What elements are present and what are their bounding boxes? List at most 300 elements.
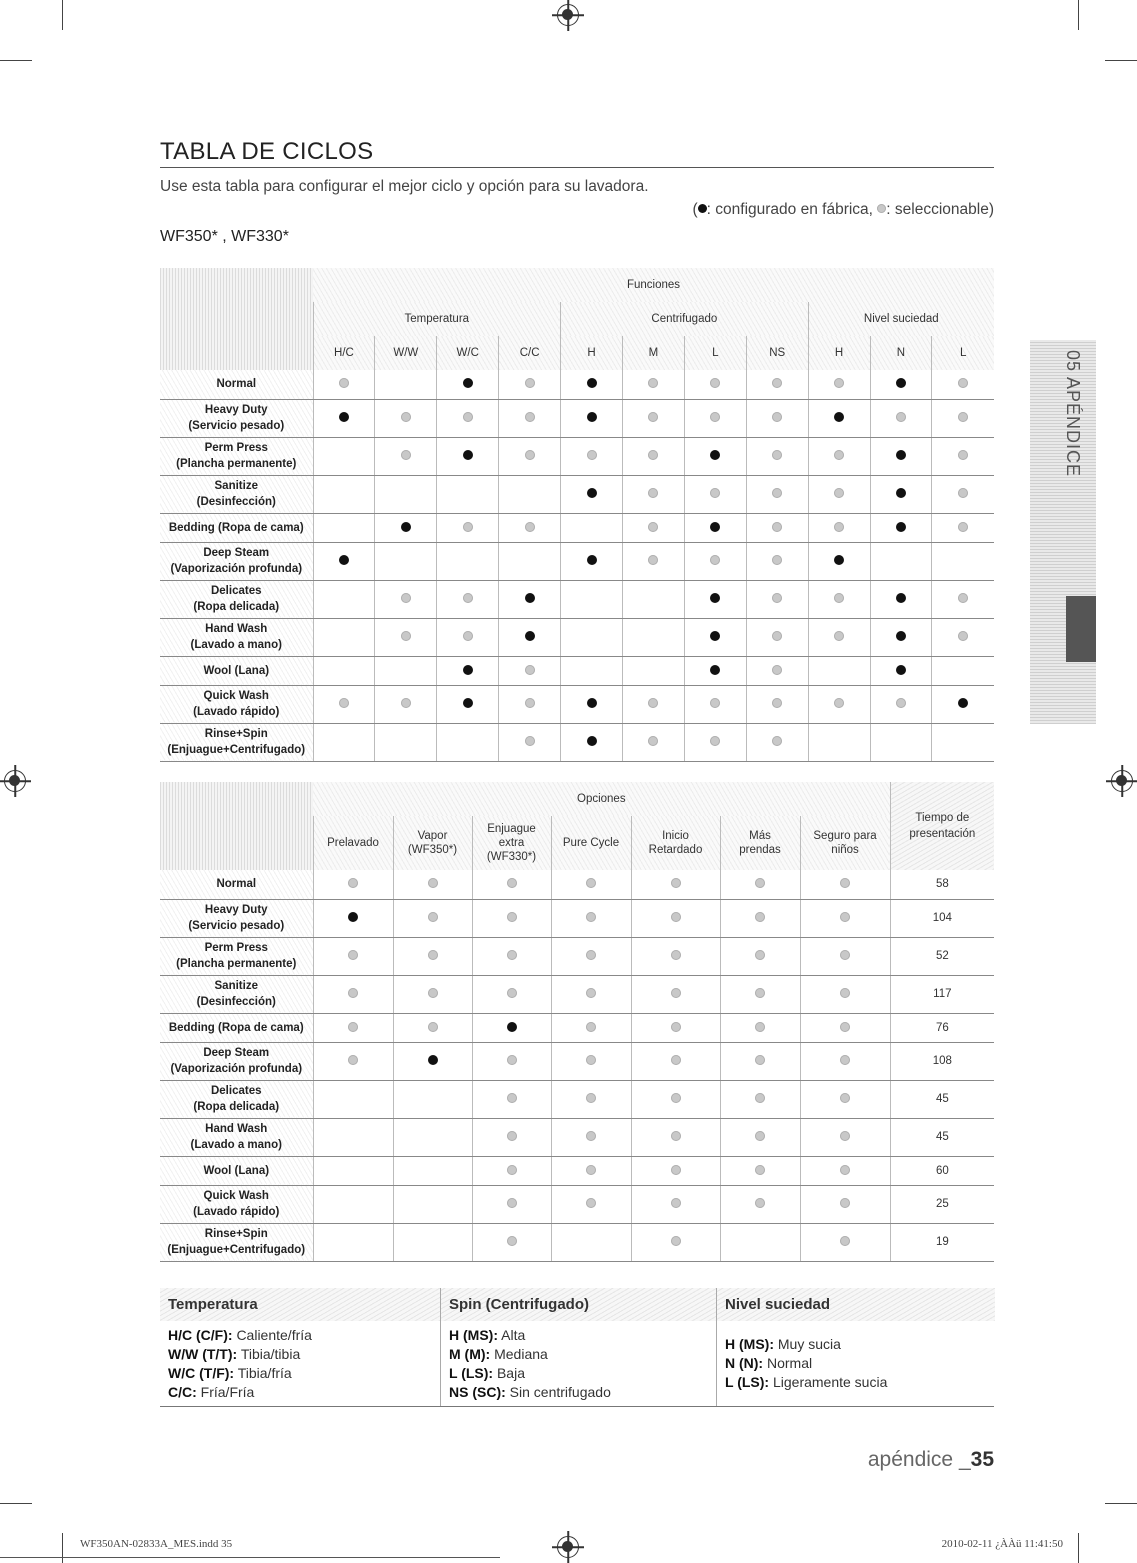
selectable-dot-icon xyxy=(648,698,658,708)
setting-cell xyxy=(720,1156,800,1185)
functions-group-header: Funciones xyxy=(313,268,994,302)
setting-cell xyxy=(720,899,800,937)
cycle-label-line: (Desinfección) xyxy=(196,496,276,508)
setting-cell xyxy=(561,370,623,399)
setting-cell xyxy=(499,513,561,542)
setting-cell xyxy=(746,618,808,656)
table-row xyxy=(160,1118,994,1156)
setting-cell xyxy=(800,899,890,937)
selectable-dot-icon xyxy=(710,736,720,746)
table-row xyxy=(160,656,994,685)
cycle-label-line: Normal xyxy=(216,878,257,891)
selectable-dot-icon xyxy=(958,488,968,498)
selectable-dot-icon xyxy=(586,878,596,888)
key-code: L (LS): xyxy=(449,1365,494,1381)
crop-mark xyxy=(1105,1503,1137,1504)
setting-cell xyxy=(622,437,684,475)
table-row xyxy=(160,580,994,618)
factory-dot-icon xyxy=(339,412,349,422)
selectable-dot-icon xyxy=(586,1165,596,1175)
selectable-dot-icon xyxy=(834,488,844,498)
setting-cell xyxy=(561,513,623,542)
selectable-dot-icon xyxy=(463,593,473,603)
table-row xyxy=(160,1156,994,1185)
cycle-label xyxy=(160,937,313,975)
options-column-header-line: Enjuague xyxy=(487,823,536,835)
factory-dot-icon xyxy=(896,522,906,532)
options-column-header xyxy=(800,816,890,870)
key-code: C/C: xyxy=(168,1384,197,1400)
setting-cell xyxy=(499,656,561,685)
setting-cell xyxy=(393,1080,472,1118)
setting-cell xyxy=(800,870,890,899)
key-code: M (M): xyxy=(449,1346,491,1362)
chapter-label: 05 APÉNDICE xyxy=(1063,350,1083,478)
setting-cell xyxy=(720,870,800,899)
setting-cell xyxy=(561,542,623,580)
selectable-dot-icon xyxy=(671,1131,681,1141)
factory-dot-icon xyxy=(463,378,473,388)
setting-cell xyxy=(313,1013,393,1042)
setting-cell xyxy=(437,370,499,399)
key-meaning: Tibia/tibia xyxy=(240,1346,301,1362)
setting-cell xyxy=(720,1185,800,1223)
setting-cell xyxy=(746,513,808,542)
options-column-header-line: Pure Cycle xyxy=(562,837,620,849)
imprint-right: 2010-02-11 ¿ÀÀü 11:41:50 xyxy=(941,1538,1063,1550)
cycle-label-line: Rinse+Spin xyxy=(204,1228,268,1240)
cycle-label xyxy=(160,542,313,580)
setting-cell xyxy=(746,399,808,437)
selectable-dot-icon xyxy=(840,1198,850,1208)
setting-cell xyxy=(746,723,808,761)
selectable-dot-icon xyxy=(755,1198,765,1208)
setting-cell xyxy=(375,437,437,475)
crop-mark xyxy=(62,0,63,30)
setting-cell xyxy=(313,685,375,723)
key-code: W/C (T/F): xyxy=(168,1365,235,1381)
options-column-header xyxy=(551,816,631,870)
setting-cell xyxy=(808,399,870,437)
key-heading: Temperatura xyxy=(160,1288,440,1321)
selectable-dot-icon xyxy=(840,950,850,960)
cycle-label xyxy=(160,723,313,761)
selectable-dot-icon xyxy=(525,522,535,532)
table-row xyxy=(160,513,994,542)
setting-cell xyxy=(746,475,808,513)
key-code: H (MS): xyxy=(449,1327,498,1343)
factory-dot-icon xyxy=(710,665,720,675)
selectable-dot-icon xyxy=(772,665,782,675)
setting-cell xyxy=(870,513,932,542)
setting-cell xyxy=(684,399,746,437)
setting-cell xyxy=(499,370,561,399)
cycle-label-line: Delicates xyxy=(210,585,262,597)
selectable-dot-icon xyxy=(648,450,658,460)
selectable-dot-icon xyxy=(755,950,765,960)
selectable-dot-icon xyxy=(401,631,411,641)
selectable-dot-icon xyxy=(671,988,681,998)
key-column xyxy=(440,1288,717,1406)
setting-cell xyxy=(499,399,561,437)
options-column-header-line: Prelavado xyxy=(327,837,379,849)
setting-cell xyxy=(437,542,499,580)
setting-cell xyxy=(375,656,437,685)
factory-dot-icon xyxy=(896,631,906,641)
functions-column-header: H xyxy=(808,336,870,370)
crop-mark xyxy=(1078,1533,1079,1563)
title-rule xyxy=(160,167,994,168)
selectable-dot-icon xyxy=(710,412,720,422)
factory-dot-icon xyxy=(339,555,349,565)
setting-cell xyxy=(472,1013,551,1042)
setting-cell xyxy=(393,1042,472,1080)
key-meaning: Muy sucia xyxy=(777,1336,841,1352)
key-meaning: Fría/Fría xyxy=(200,1384,255,1400)
options-column-header-line: (WF330*) xyxy=(486,851,537,863)
factory-dot-icon xyxy=(587,412,597,422)
selectable-dot-icon xyxy=(840,1093,850,1103)
functions-column-header: H/C xyxy=(313,336,375,370)
key-meaning: Alta xyxy=(501,1327,526,1343)
setting-cell xyxy=(561,580,623,618)
selectable-dot-icon xyxy=(958,631,968,641)
setting-cell xyxy=(375,399,437,437)
setting-cell xyxy=(375,685,437,723)
setting-cell xyxy=(551,899,631,937)
selectable-dot-icon xyxy=(710,698,720,708)
selectable-dot-icon xyxy=(648,522,658,532)
setting-cell xyxy=(551,1042,631,1080)
selectable-dot-icon xyxy=(840,1165,850,1175)
key-meaning: Normal xyxy=(767,1355,813,1371)
cycle-label xyxy=(160,1118,313,1156)
table-row xyxy=(160,1080,994,1118)
cycle-label xyxy=(160,1156,313,1185)
cycle-label-line: (Servicio pesado) xyxy=(188,920,285,932)
setting-cell xyxy=(800,975,890,1013)
key-body xyxy=(160,1321,440,1402)
key-meaning: Tibia/fría xyxy=(237,1365,292,1381)
selectable-dot-icon xyxy=(772,412,782,422)
selectable-dot-icon xyxy=(834,593,844,603)
setting-cell xyxy=(551,1156,631,1185)
time-value: 76 xyxy=(890,1013,994,1042)
cycle-label xyxy=(160,975,313,1013)
key-code: W/W (T/T): xyxy=(168,1346,238,1362)
setting-cell xyxy=(870,370,932,399)
setting-cell xyxy=(631,870,720,899)
selectable-dot-icon xyxy=(586,912,596,922)
setting-cell xyxy=(808,685,870,723)
setting-cell xyxy=(393,899,472,937)
setting-cell xyxy=(746,542,808,580)
setting-cell xyxy=(499,542,561,580)
setting-cell xyxy=(551,1013,631,1042)
cycle-label-line: Normal xyxy=(216,378,257,391)
key-code: H (MS): xyxy=(725,1336,774,1352)
selectable-dot-icon xyxy=(772,555,782,565)
key-meaning: Baja xyxy=(496,1365,525,1381)
key-column xyxy=(160,1288,440,1406)
setting-cell xyxy=(800,937,890,975)
setting-cell xyxy=(932,399,994,437)
selectable-dot-icon xyxy=(671,912,681,922)
time-value: 108 xyxy=(890,1042,994,1080)
key-heading: Spin (Centrifugado) xyxy=(441,1288,717,1321)
setting-cell xyxy=(631,1223,720,1261)
cycle-label-line: Bedding (Ropa de cama) xyxy=(168,1021,304,1034)
chapter-side-tab xyxy=(1030,340,1096,724)
setting-cell xyxy=(393,1223,472,1261)
setting-cell xyxy=(932,723,994,761)
setting-cell xyxy=(932,475,994,513)
setting-cell xyxy=(808,723,870,761)
selectable-dot-icon xyxy=(840,912,850,922)
selectable-dot-icon xyxy=(772,488,782,498)
factory-dot-icon xyxy=(834,555,844,565)
key-code: L (LS): xyxy=(725,1374,770,1390)
setting-cell xyxy=(561,723,623,761)
setting-cell xyxy=(472,1156,551,1185)
setting-cell xyxy=(551,1118,631,1156)
cycle-label xyxy=(160,685,313,723)
selectable-dot-icon xyxy=(348,988,358,998)
selectable-dot-icon xyxy=(710,555,720,565)
time-value: 104 xyxy=(890,899,994,937)
selectable-dot-icon xyxy=(507,950,517,960)
setting-cell xyxy=(631,1156,720,1185)
setting-cell xyxy=(472,1118,551,1156)
selectable-dot-icon xyxy=(648,555,658,565)
selectable-dot-icon xyxy=(586,1131,596,1141)
setting-cell xyxy=(313,870,393,899)
selectable-dot-icon xyxy=(648,412,658,422)
selectable-dot-icon xyxy=(958,450,968,460)
setting-cell xyxy=(551,870,631,899)
cycle-label-line: Perm Press xyxy=(204,442,268,454)
cycle-label-line: Heavy Duty xyxy=(204,904,268,916)
setting-cell xyxy=(622,656,684,685)
selectable-dot-icon xyxy=(671,950,681,960)
time-value: 60 xyxy=(890,1156,994,1185)
selectable-dot-icon xyxy=(772,593,782,603)
selectable-dot-icon xyxy=(755,1131,765,1141)
factory-dot-icon xyxy=(710,450,720,460)
key-body xyxy=(441,1321,717,1402)
cycle-label-line: Quick Wash xyxy=(203,690,269,702)
setting-cell xyxy=(808,370,870,399)
cycle-label xyxy=(160,399,313,437)
cycle-label-line: Hand Wash xyxy=(205,623,268,635)
setting-cell xyxy=(313,1223,393,1261)
setting-cell xyxy=(393,937,472,975)
setting-cell xyxy=(631,899,720,937)
options-column-header xyxy=(393,816,472,870)
setting-cell xyxy=(720,937,800,975)
cycle-label-line: (Desinfección) xyxy=(196,996,276,1008)
setting-cell xyxy=(393,1156,472,1185)
setting-cell xyxy=(870,475,932,513)
key-meaning: Caliente/fría xyxy=(236,1327,312,1343)
selectable-dot-icon xyxy=(772,631,782,641)
selectable-dot-icon xyxy=(428,950,438,960)
functions-column-header: M xyxy=(622,336,684,370)
table-row xyxy=(160,618,994,656)
options-column-header xyxy=(313,816,393,870)
functions-column-header: H xyxy=(561,336,623,370)
setting-cell xyxy=(720,975,800,1013)
setting-cell xyxy=(551,1223,631,1261)
factory-dot-icon xyxy=(896,665,906,675)
setting-cell xyxy=(375,513,437,542)
selectable-dot-icon xyxy=(586,1022,596,1032)
selectable-dot-icon xyxy=(428,912,438,922)
setting-cell xyxy=(746,370,808,399)
setting-cell xyxy=(375,580,437,618)
selectable-dot-icon xyxy=(755,988,765,998)
selectable-dot-icon xyxy=(348,1022,358,1032)
setting-cell xyxy=(932,618,994,656)
setting-cell xyxy=(746,580,808,618)
cycle-label-line: (Servicio pesado) xyxy=(188,420,285,432)
setting-cell xyxy=(313,975,393,1013)
time-value: 58 xyxy=(890,870,994,899)
page-number: 35 xyxy=(970,1448,994,1471)
functions-column-header: W/W xyxy=(375,336,437,370)
imprint-rule xyxy=(0,1557,500,1558)
selectable-dot-icon xyxy=(586,1198,596,1208)
setting-cell xyxy=(472,1185,551,1223)
table-row xyxy=(160,1185,994,1223)
intro-text: Use esta tabla para configurar el mejor ciclo y opción para su lavadora. xyxy=(160,178,649,195)
factory-dot-icon xyxy=(587,698,597,708)
selectable-dot-icon xyxy=(671,1022,681,1032)
selectable-dot-icon xyxy=(586,1055,596,1065)
setting-cell xyxy=(437,399,499,437)
table-row xyxy=(160,937,994,975)
setting-cell xyxy=(313,399,375,437)
selectable-dot-icon xyxy=(401,698,411,708)
selectable-dot-icon xyxy=(834,522,844,532)
selectable-dot-icon xyxy=(525,665,535,675)
selectable-dot-icon xyxy=(958,378,968,388)
selectable-dot-icon xyxy=(507,1236,517,1246)
crop-mark xyxy=(0,1503,32,1504)
setting-cell xyxy=(870,723,932,761)
cycle-label xyxy=(160,618,313,656)
setting-cell xyxy=(870,580,932,618)
cycle-label xyxy=(160,580,313,618)
setting-cell xyxy=(375,370,437,399)
setting-cell xyxy=(932,580,994,618)
setting-cell xyxy=(932,542,994,580)
selectable-dot-icon xyxy=(710,488,720,498)
cycle-label-line: (Ropa delicada) xyxy=(193,1101,280,1113)
setting-cell xyxy=(499,580,561,618)
cycle-label-line: Sanitize xyxy=(214,480,258,492)
selectable-dot-icon xyxy=(671,1198,681,1208)
selectable-dot-icon xyxy=(877,204,886,213)
time-header xyxy=(890,782,994,870)
key-meaning: Ligeramente sucia xyxy=(772,1374,888,1390)
selectable-dot-icon xyxy=(428,878,438,888)
setting-cell xyxy=(313,542,375,580)
selectable-dot-icon xyxy=(428,1022,438,1032)
factory-dot-icon xyxy=(463,698,473,708)
selectable-dot-icon xyxy=(401,593,411,603)
setting-cell xyxy=(313,1156,393,1185)
setting-cell xyxy=(499,685,561,723)
factory-dot-icon xyxy=(428,1055,438,1065)
cycle-label-line: Wool (Lana) xyxy=(203,1164,270,1177)
setting-cell xyxy=(472,899,551,937)
cycle-label-line: (Enjuague+Centrifugado) xyxy=(167,1244,306,1256)
table-row xyxy=(160,899,994,937)
selectable-dot-icon xyxy=(507,1198,517,1208)
setting-cell xyxy=(808,437,870,475)
factory-dot-icon xyxy=(463,450,473,460)
factory-dot-icon xyxy=(507,1022,517,1032)
factory-dot-icon xyxy=(401,522,411,532)
crop-mark xyxy=(0,60,32,61)
selectable-dot-icon xyxy=(671,1055,681,1065)
setting-cell xyxy=(393,870,472,899)
time-value: 45 xyxy=(890,1080,994,1118)
page-footer: apéndice _35 xyxy=(867,1448,994,1471)
setting-cell xyxy=(720,1118,800,1156)
key-heading: Nivel suciedad xyxy=(717,1288,995,1321)
cycle-label xyxy=(160,1223,313,1261)
setting-cell xyxy=(684,580,746,618)
time-value: 117 xyxy=(890,975,994,1013)
setting-cell xyxy=(561,399,623,437)
cycle-label xyxy=(160,513,313,542)
selectable-dot-icon xyxy=(648,736,658,746)
functions-column-header: NS xyxy=(746,336,808,370)
setting-cell xyxy=(313,1042,393,1080)
functions-column-header: W/C xyxy=(437,336,499,370)
setting-cell xyxy=(313,937,393,975)
cycle-label xyxy=(160,1013,313,1042)
setting-cell xyxy=(313,580,375,618)
setting-cell xyxy=(800,1223,890,1261)
setting-cell xyxy=(746,685,808,723)
setting-cell xyxy=(313,1080,393,1118)
factory-dot-icon xyxy=(698,204,707,213)
key-bottom-rule xyxy=(160,1406,994,1407)
setting-cell xyxy=(746,656,808,685)
corner-cell xyxy=(160,782,313,870)
selectable-dot-icon xyxy=(958,522,968,532)
time-header-line: presentación xyxy=(909,828,976,840)
cycle-label-line: Hand Wash xyxy=(205,1123,268,1135)
setting-cell xyxy=(551,1185,631,1223)
cycle-label-line: (Lavado a mano) xyxy=(190,1139,282,1151)
selectable-dot-icon xyxy=(840,1131,850,1141)
setting-cell xyxy=(932,513,994,542)
setting-cell xyxy=(561,475,623,513)
table-row xyxy=(160,542,994,580)
setting-cell xyxy=(870,437,932,475)
cycle-label-line: (Enjuague+Centrifugado) xyxy=(167,744,306,756)
cycle-label xyxy=(160,1185,313,1223)
setting-cell xyxy=(393,1185,472,1223)
crop-mark xyxy=(1105,60,1137,61)
setting-cell xyxy=(870,618,932,656)
options-column-header-line: Seguro para xyxy=(813,830,877,842)
selectable-dot-icon xyxy=(463,631,473,641)
